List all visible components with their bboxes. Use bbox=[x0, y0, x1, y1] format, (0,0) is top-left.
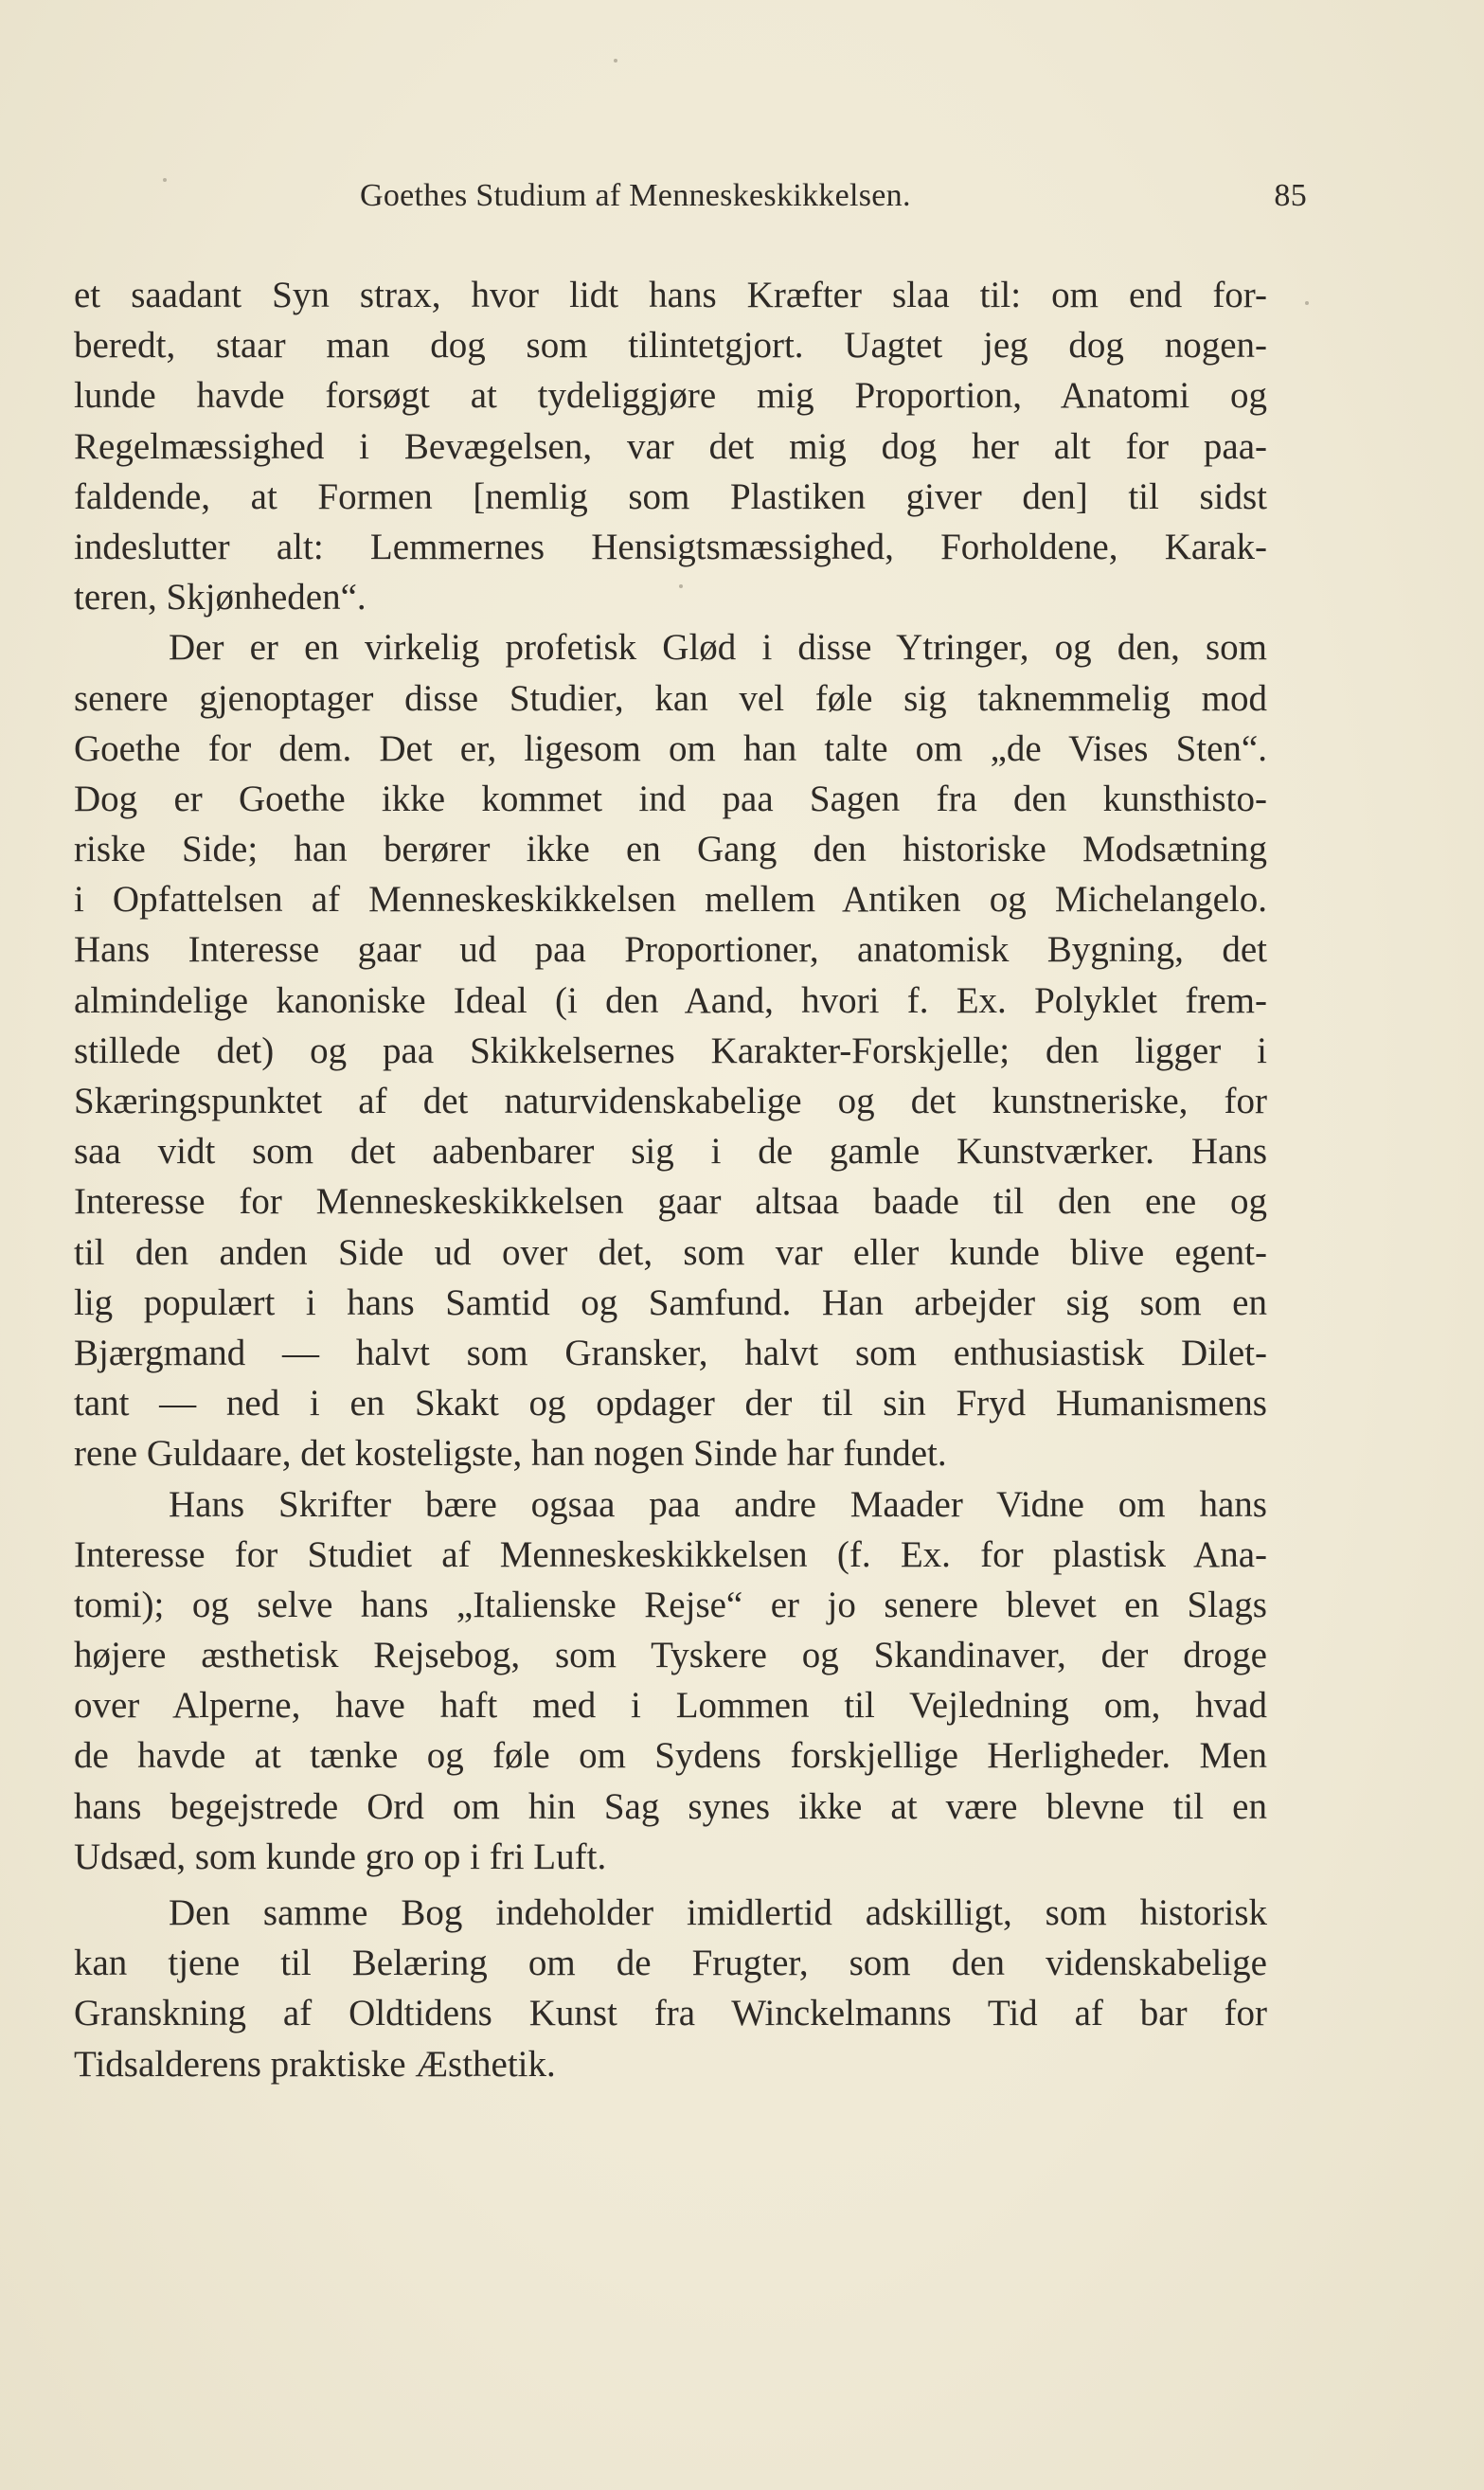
paper-speck bbox=[679, 584, 683, 588]
text-line: de havde at tænke og føle om Sydens forskjellige Herligheder. Men bbox=[74, 1735, 1267, 1777]
text-line: teren, Skjønheden“. bbox=[74, 577, 367, 618]
text-line: over Alperne, have haft med i Lommen til Vejledning om, hvad bbox=[74, 1685, 1267, 1727]
text-line: Granskning af Oldtidens Kunst fra Winckelmanns Tid af bar for bbox=[74, 1993, 1267, 2034]
text-line: Der er en virkelig profetisk Glød i disse Ytringer, og den, som bbox=[169, 627, 1267, 669]
text-line: indeslutter alt: Lemmernes Hensigtsmæssighed, Forholdene, Karak- bbox=[74, 526, 1267, 567]
text-line: almindelige kanoniske Ideal (i den Aand, hvori f. Ex. Polyklet frem- bbox=[74, 979, 1267, 1021]
text-line: saa vidt som det aabenbarer sig i de gamle Kunstværker. Hans bbox=[74, 1131, 1267, 1173]
text-line: i Opfattelsen af Menneskeskikkelsen mellem Antiken og Michelangelo. bbox=[74, 879, 1267, 921]
text-line: tomi); og selve hans „Italienske Rejse“ er jo senere blevet en Slags bbox=[74, 1584, 1267, 1625]
text-line: Regelmæssighed i Bevægelsen, var det mig dog her alt for paa- bbox=[74, 425, 1267, 467]
body-text bbox=[74, 270, 1267, 1882]
text-line: stillede det) og paa Skikkelsernes Karakter-Forskjelle; den ligger i bbox=[74, 1030, 1267, 1071]
text-line: hans begejstrede Ord om hin Sag synes ikke at være blevne til en bbox=[74, 1785, 1267, 1827]
text-line: Udsæd, som kunde gro op i fri Luft. bbox=[74, 1836, 607, 1877]
paper-speck bbox=[163, 178, 167, 182]
text-line: Interesse for Menneskeskikkelsen gaar altsaa baade til den ene og bbox=[74, 1181, 1267, 1223]
paper-speck bbox=[614, 59, 617, 63]
text-line: tant — ned i en Skakt og opdager der til sin Fryd Humanismens bbox=[74, 1383, 1267, 1424]
text-line: Bjærgmand — halvt som Gransker, halvt som enthusiastisk Dilet- bbox=[74, 1332, 1267, 1373]
text-line: Hans Skrifter bære ogsaa paa andre Maader Vidne om hans bbox=[169, 1483, 1267, 1525]
text-line: senere gjenoptager disse Studier, kan vel føle sig taknemmelig mod bbox=[74, 677, 1267, 719]
text-line: Skæringspunktet af det naturvidenskabelige og det kunstneriske, for bbox=[74, 1081, 1267, 1121]
text-line: beredt, staar man dog som tilintetgjort. Uagtet jeg dog nogen- bbox=[74, 325, 1267, 367]
text-line: Dog er Goethe ikke kommet ind paa Sagen fra den kunsthisto- bbox=[74, 778, 1267, 819]
running-header bbox=[360, 178, 1307, 225]
paper-speck bbox=[1305, 301, 1309, 305]
text-line: Hans Interesse gaar ud paa Proportioner, anatomisk Bygning, det bbox=[74, 929, 1267, 971]
text-line: riske Side; han berører ikke en Gang den historiske Modsætning bbox=[74, 829, 1267, 870]
text-line: kan tjene til Belæring om de Frugter, som den videnskabelige bbox=[74, 1943, 1267, 1984]
text-line: rene Guldaare, det kosteligste, han nogen Sinde har fundet. bbox=[74, 1433, 947, 1475]
text-line: Interesse for Studiet af Menneskeskikkelsen (f. Ex. for plastisk Ana- bbox=[74, 1533, 1267, 1575]
text-line: faldende, at Formen [nemlig som Plastiken giver den] til sidst bbox=[74, 475, 1267, 517]
running-title: Goethes Studium af Menneskeskikkelsen. bbox=[360, 178, 911, 213]
text-line: højere æsthetisk Rejsebog, som Tyskere og Skandinaver, der droge bbox=[74, 1635, 1267, 1676]
text-line: Goethe for dem. Det er, ligesom om han talte om „de Vises Sten“. bbox=[74, 727, 1267, 769]
text-line: Tidsalderens praktiske Æsthetik. bbox=[74, 2043, 556, 2085]
page-number: 85 bbox=[1274, 178, 1307, 213]
text-line: et saadant Syn strax, hvor lidt hans Kræfter slaa til: om end for- bbox=[74, 275, 1267, 315]
text-line: lig populært i hans Samtid og Samfund. Han arbejder sig som en bbox=[74, 1281, 1267, 1323]
text-line: Den samme Bog indeholder imidlertid adskilligt, som historisk bbox=[169, 1892, 1267, 1933]
text-line: til den anden Side ud over det, som var eller kunde blive egent- bbox=[74, 1231, 1267, 1273]
text-line: lunde havde forsøgt at tydeliggjøre mig Proportion, Anatomi og bbox=[74, 375, 1267, 417]
closing-paragraph bbox=[74, 1888, 1267, 2089]
